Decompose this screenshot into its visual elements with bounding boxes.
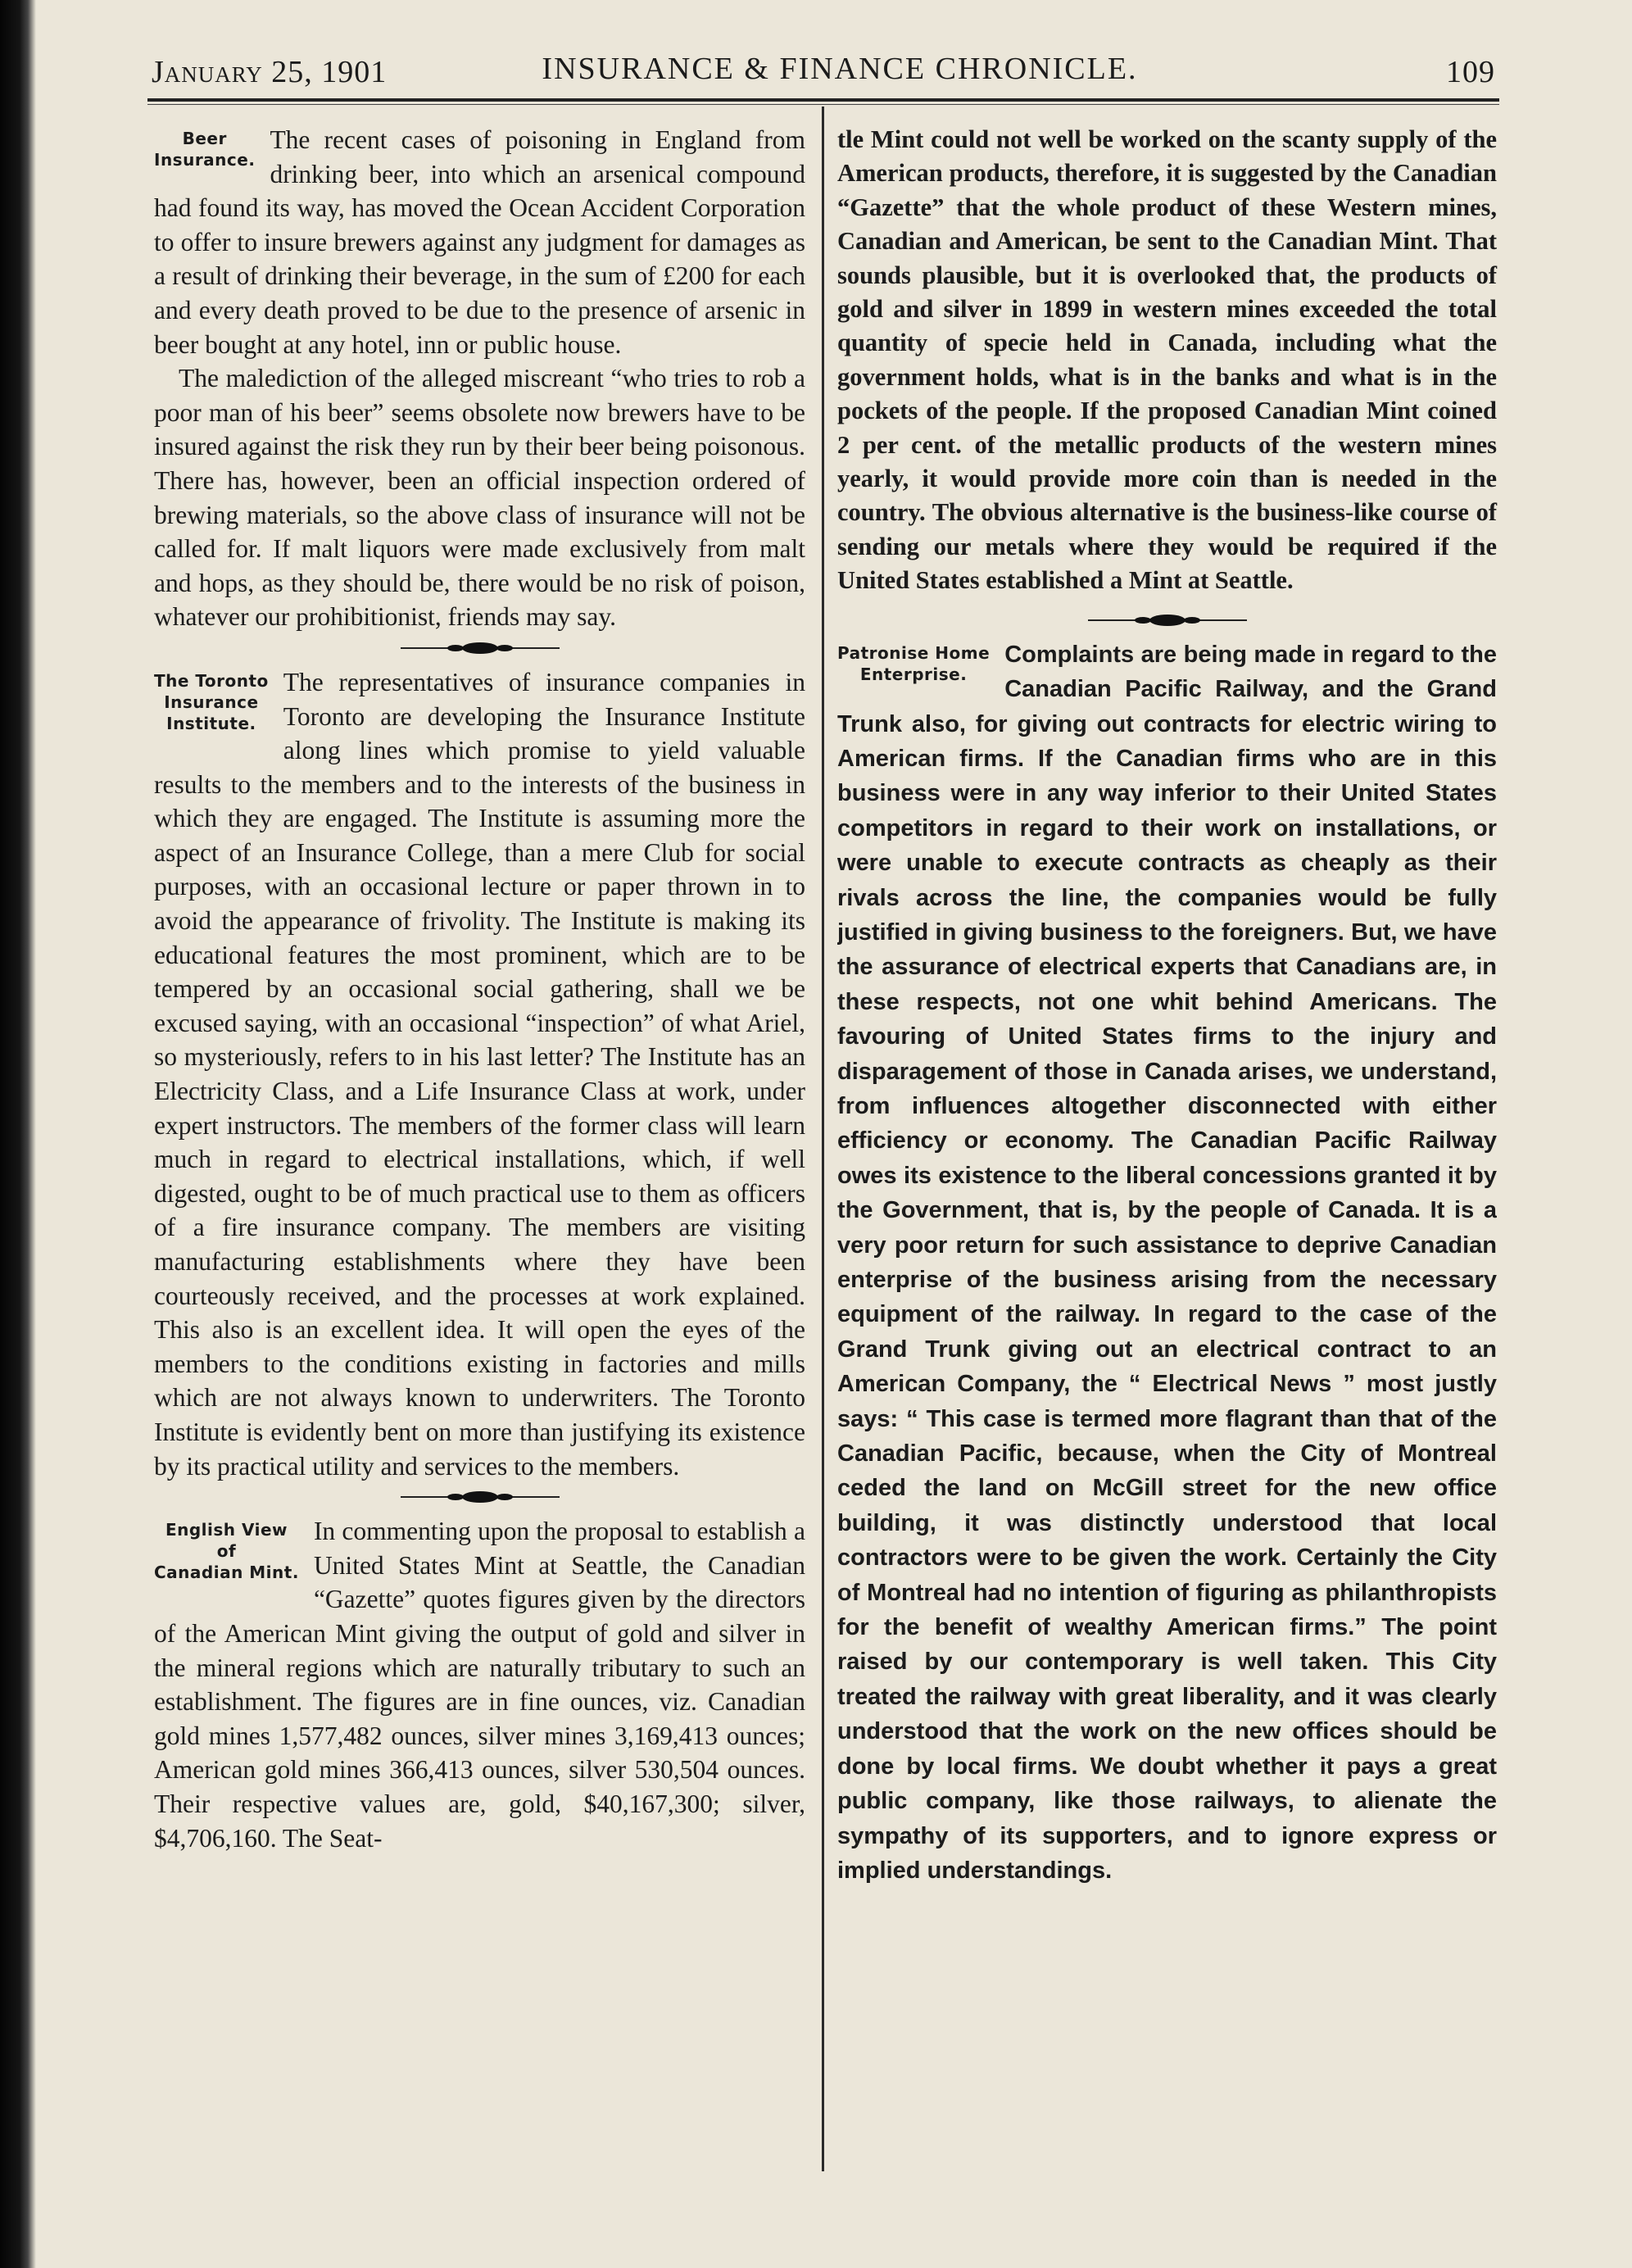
article-paragraph: The recent cases of poisoning in England from drinking beer, into which an arsenical compound had found its way, has moved the Ocean Accident Corporation to offer to insure brewers against any judgment for damages as a result of drinking their beverage, in the sum of £200 for each and every death proved to be due to the presence of arsenic in beer bought at any hotel, inn or public house.: [154, 125, 805, 359]
side-heading-canadian-mint: [154, 1519, 299, 1583]
article-paragraph: tle Mint could not well be worked on the scanty supply of the American products, therefore, it is suggested by the Canadian “Gazette” that the whole product of these Western mines, Canadian and American, be sent to the Canadian Mint. That sounds plausible, but it is overlooked that, the products of gold and silver in 1899 in western mines exceeded the total quantity of specie held in Canada, including what the government holds, what is in the banks and what is in the pockets of the people. If the proposed Canadian Mint coined 2 per cent. of the metallic products of the western mines yearly, it would provide more coin than is needed in the country. The obvious alternative is the business-like course of sending our metals where they would be required if the United States established a Mint at Seattle.: [837, 125, 1497, 595]
article-paragraph: The malediction of the alleged miscreant “who tries to rob a poor man of his beer” seems obsolete now brewers have to be insured against the risk they run by their beer being poisonous. There has, however, been an official inspection ordered of brewing materials, so the above class of insurance will not be called for. If malt liquors were made exclusively from malt and hops, as they should be, there would be no risk of poison, whatever our prohibitionist, friends may say.: [154, 364, 805, 632]
side-heading-toronto-institute: [154, 670, 269, 734]
side-heading-line: Insurance: [164, 692, 259, 712]
side-heading-line: Institute.: [166, 713, 256, 733]
article-patronise-home-enterprise: [837, 637, 1497, 1889]
side-heading-line: The Toronto: [154, 670, 269, 691]
article-paragraph: The representatives of insurance companies in Toronto are developing the Insurance Institute along lines which promise to yield valuable results to the members and to the interests of the business in which they are engaged. The Institute is assuming more the aspect of an Insurance College, than a mere Club for social purposes, with an occasional lecture or paper thrown in to avoid the appearance of frivolity. The Institute is making its educational features the most prominent, which are to be tempered by an occasional social gathering, shall we be excused saying, with an occasional “inspection” of what Ariel, so mysteriously, refers to in his last letter? The Institute has an Electricity Class, and a Life Insurance Class at work, under expert instructors. The members of the former class will learn much in regard to electrical installations, which, if well digested, ought to be of much practical use to them as officers of a fire insurance company. The members are visiting manufacturing establishments where they have been courteously received, and the processes at work explained. This also is an excellent idea. It will open the eyes of the members to the conditions existing in factories and mills which are not always known to underwriters. The Toronto Institute is evidently bent on more than justifying its existence by its practical utility and services to the members.: [154, 667, 805, 1481]
article-toronto-institute: [154, 665, 805, 1483]
article-paragraph: In commenting upon the proposal to establish a United States Mint at Seattle, the Canadian “Gazette” quotes figures given by the directors of the American Mint giving the output of gold and silver in the mineral regions which are naturally tributary to such an establishment. The figures are in fine ounces, viz. Canadian gold mines 1,577,482 ounces, silver mines 3,169,413 ounces; American gold mines 366,413 ounces, silver 530,504 ounces. Their respective values are, gold, $40,167,300; silver, $4,706,160. The Seat-: [154, 1517, 805, 1853]
side-heading-line: Patronise Home: [837, 642, 991, 663]
side-heading-beer-insurance: [154, 128, 255, 170]
side-heading-line: Canadian Mint.: [154, 1563, 299, 1583]
side-heading-line: Insurance.: [154, 150, 256, 170]
article-paragraph: Complaints are being made in regard to the Canadian Pacific Railway, and the Grand Trunk also, for giving out contracts for electric wiring to American firms. If the Canadian firms who are in this business were in any way inferior to their United States competitors in regard to their work on installations, or were unable to execute contracts as cheaply as their rivals across the line, the companies would be fully justified in giving business to the foreigners. But, we have the assurance of electrical experts that Canadians are, in these respects, not one whit behind Americans. The favouring of United States firms to the injury and disparagement of those in Canada arises, we understand, from influences altogether disconnected with either efficiency or economy. The Canadian Pacific Railway owes its existence to the liberal concessions granted it by the Government, that is, by the people of Canada. It is a very poor return for such assistance to deprive Canadian enterprise of the business arising from the necessary equipment of the railway. In regard to the case of the Grand Trunk giving out an electrical contract to an American Company, the “ Electrical News ” most justly says: “ This case is termed more flagrant than that of the Canadian Pacific, because, when the City of Montreal ceded the land on McGill street for the new office building, it was distinctly understood that local contractors were to be given the work. Certainly the City of Montreal had no intention of figuring as philanthropists for the benefit of wealthy American firms.” The point raised by our contemporary is well taken. This City treated the railway with great liberality, and it was clearly understood that the work on the new offices should be done by local firms. We doubt whether it pays a great public company, like those railways, to alienate the sympathy of its supporters, and to ignore express or implied understandings.: [837, 641, 1497, 1884]
side-heading-line: Beer: [182, 129, 227, 148]
column-divider: [822, 107, 824, 2171]
article-english-view-canadian-mint: [154, 1514, 805, 1855]
right-column: [837, 123, 1497, 1888]
issue-date: January 25, 1901: [152, 55, 388, 89]
header-rule: [147, 98, 1499, 105]
running-header: [152, 49, 1495, 100]
publication-title: INSURANCE & FINANCE CHRONICLE.: [542, 52, 1138, 86]
section-ornament-icon: [394, 1488, 566, 1506]
side-heading-line: English View: [165, 1520, 288, 1540]
section-ornament-icon: [1081, 611, 1253, 629]
article-mint-continued: [837, 123, 1497, 598]
side-heading-line: of: [216, 1541, 237, 1562]
side-heading-patronise-home: [837, 642, 990, 685]
side-heading-line: Enterprise.: [859, 664, 968, 684]
page-number: 109: [1446, 55, 1495, 89]
section-ornament-icon: [394, 639, 566, 657]
left-column: [154, 123, 805, 1855]
article-beer-insurance: [154, 123, 805, 634]
